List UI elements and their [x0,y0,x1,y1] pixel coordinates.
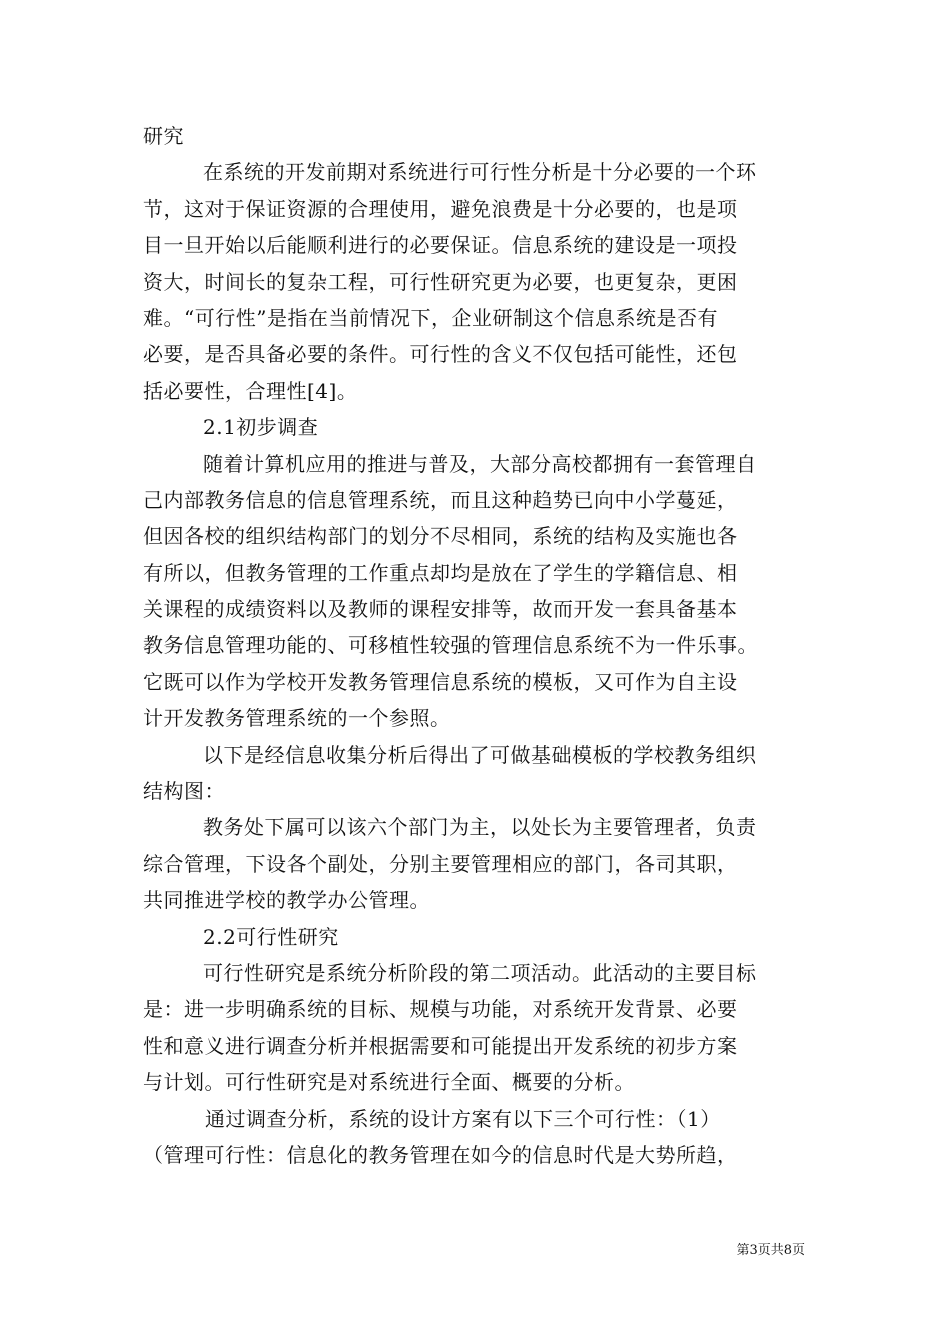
text-line: 有所以，但教务管理的工作重点却均是放在了学生的学籍信息、相 [143,560,738,585]
text-line: 难。“可行性”是指在当前情况下，企业研制这个信息系统是否有 [143,305,718,330]
text-line: 必要，是否具备必要的条件。可行性的含义不仅包括可能性，还包 [143,342,738,367]
paragraph-first-line: 以下是经信息收集分析后得出了可做基础模板的学校教务组织 [203,742,757,767]
paragraph-first-line: 教务处下属可以该六个部门为主，以处长为主要管理者，负责 [203,815,757,840]
text-line: 性和意义进行调查分析并根据需要和可能提出开发系统的初步方案 [143,1033,738,1058]
text-line: （管理可行性：信息化的教务管理在如今的信息时代是大势所趋， [143,1142,738,1167]
text-line: 括必要性，合理性[4]。 [143,378,358,403]
text-line: 节，这对于保证资源的合理使用，避免浪费是十分必要的，也是项 [143,196,738,221]
paragraph-first-line: 通过调查分析，系统的设计方案有以下三个可行性：（1） [205,1106,721,1131]
text-line: 计开发教务管理系统的一个参照。 [143,706,451,731]
text-line: 研究 [143,124,184,148]
text-line: 但因各校的组织结构部门的划分不尽相同，系统的结构及实施也各 [143,524,738,549]
page-number: 第3页共8页 [736,1243,805,1258]
section-heading-2-1: 2.1初步调查 [203,415,319,440]
section-heading-2-2: 2.2可行性研究 [203,924,339,949]
text-line: 它既可以作为学校开发教务管理信息系统的模板，又可作为自主设 [143,669,738,694]
text-line: 教务信息管理功能的、可移植性较强的管理信息系统不为一件乐事。 [143,633,758,658]
paragraph-first-line: 随着计算机应用的推进与普及，大部分高校都拥有一套管理自 [203,451,757,476]
text-line: 己内部教务信息的信息管理系统，而且这种趋势已向中小学蔓延， [143,487,738,512]
text-line: 与计划。可行性研究是对系统进行全面、概要的分析。 [143,1070,635,1095]
text-line: 共同推进学校的教学办公管理。 [143,888,430,913]
paragraph-first-line: 在系统的开发前期对系统进行可行性分析是十分必要的一个环 [203,160,757,185]
text-line: 结构图： [143,779,225,804]
text-line: 关课程的成绩资料以及教师的课程安排等，故而开发一套具备基本 [143,597,738,622]
text-line: 是：进一步明确系统的目标、规模与功能，对系统开发背景、必要 [143,997,738,1022]
paragraph-first-line: 可行性研究是系统分析阶段的第二项活动。此活动的主要目标 [203,960,757,985]
text-line: 目一旦开始以后能顺利进行的必要保证。信息系统的建设是一项投 [143,233,738,258]
text-line: 综合管理，下设各个副处，分别主要管理相应的部门，各司其职， [143,851,738,876]
text-line: 资大，时间长的复杂工程，可行性研究更为必要，也更复杂，更困 [143,269,738,294]
document-body [143,118,815,1173]
